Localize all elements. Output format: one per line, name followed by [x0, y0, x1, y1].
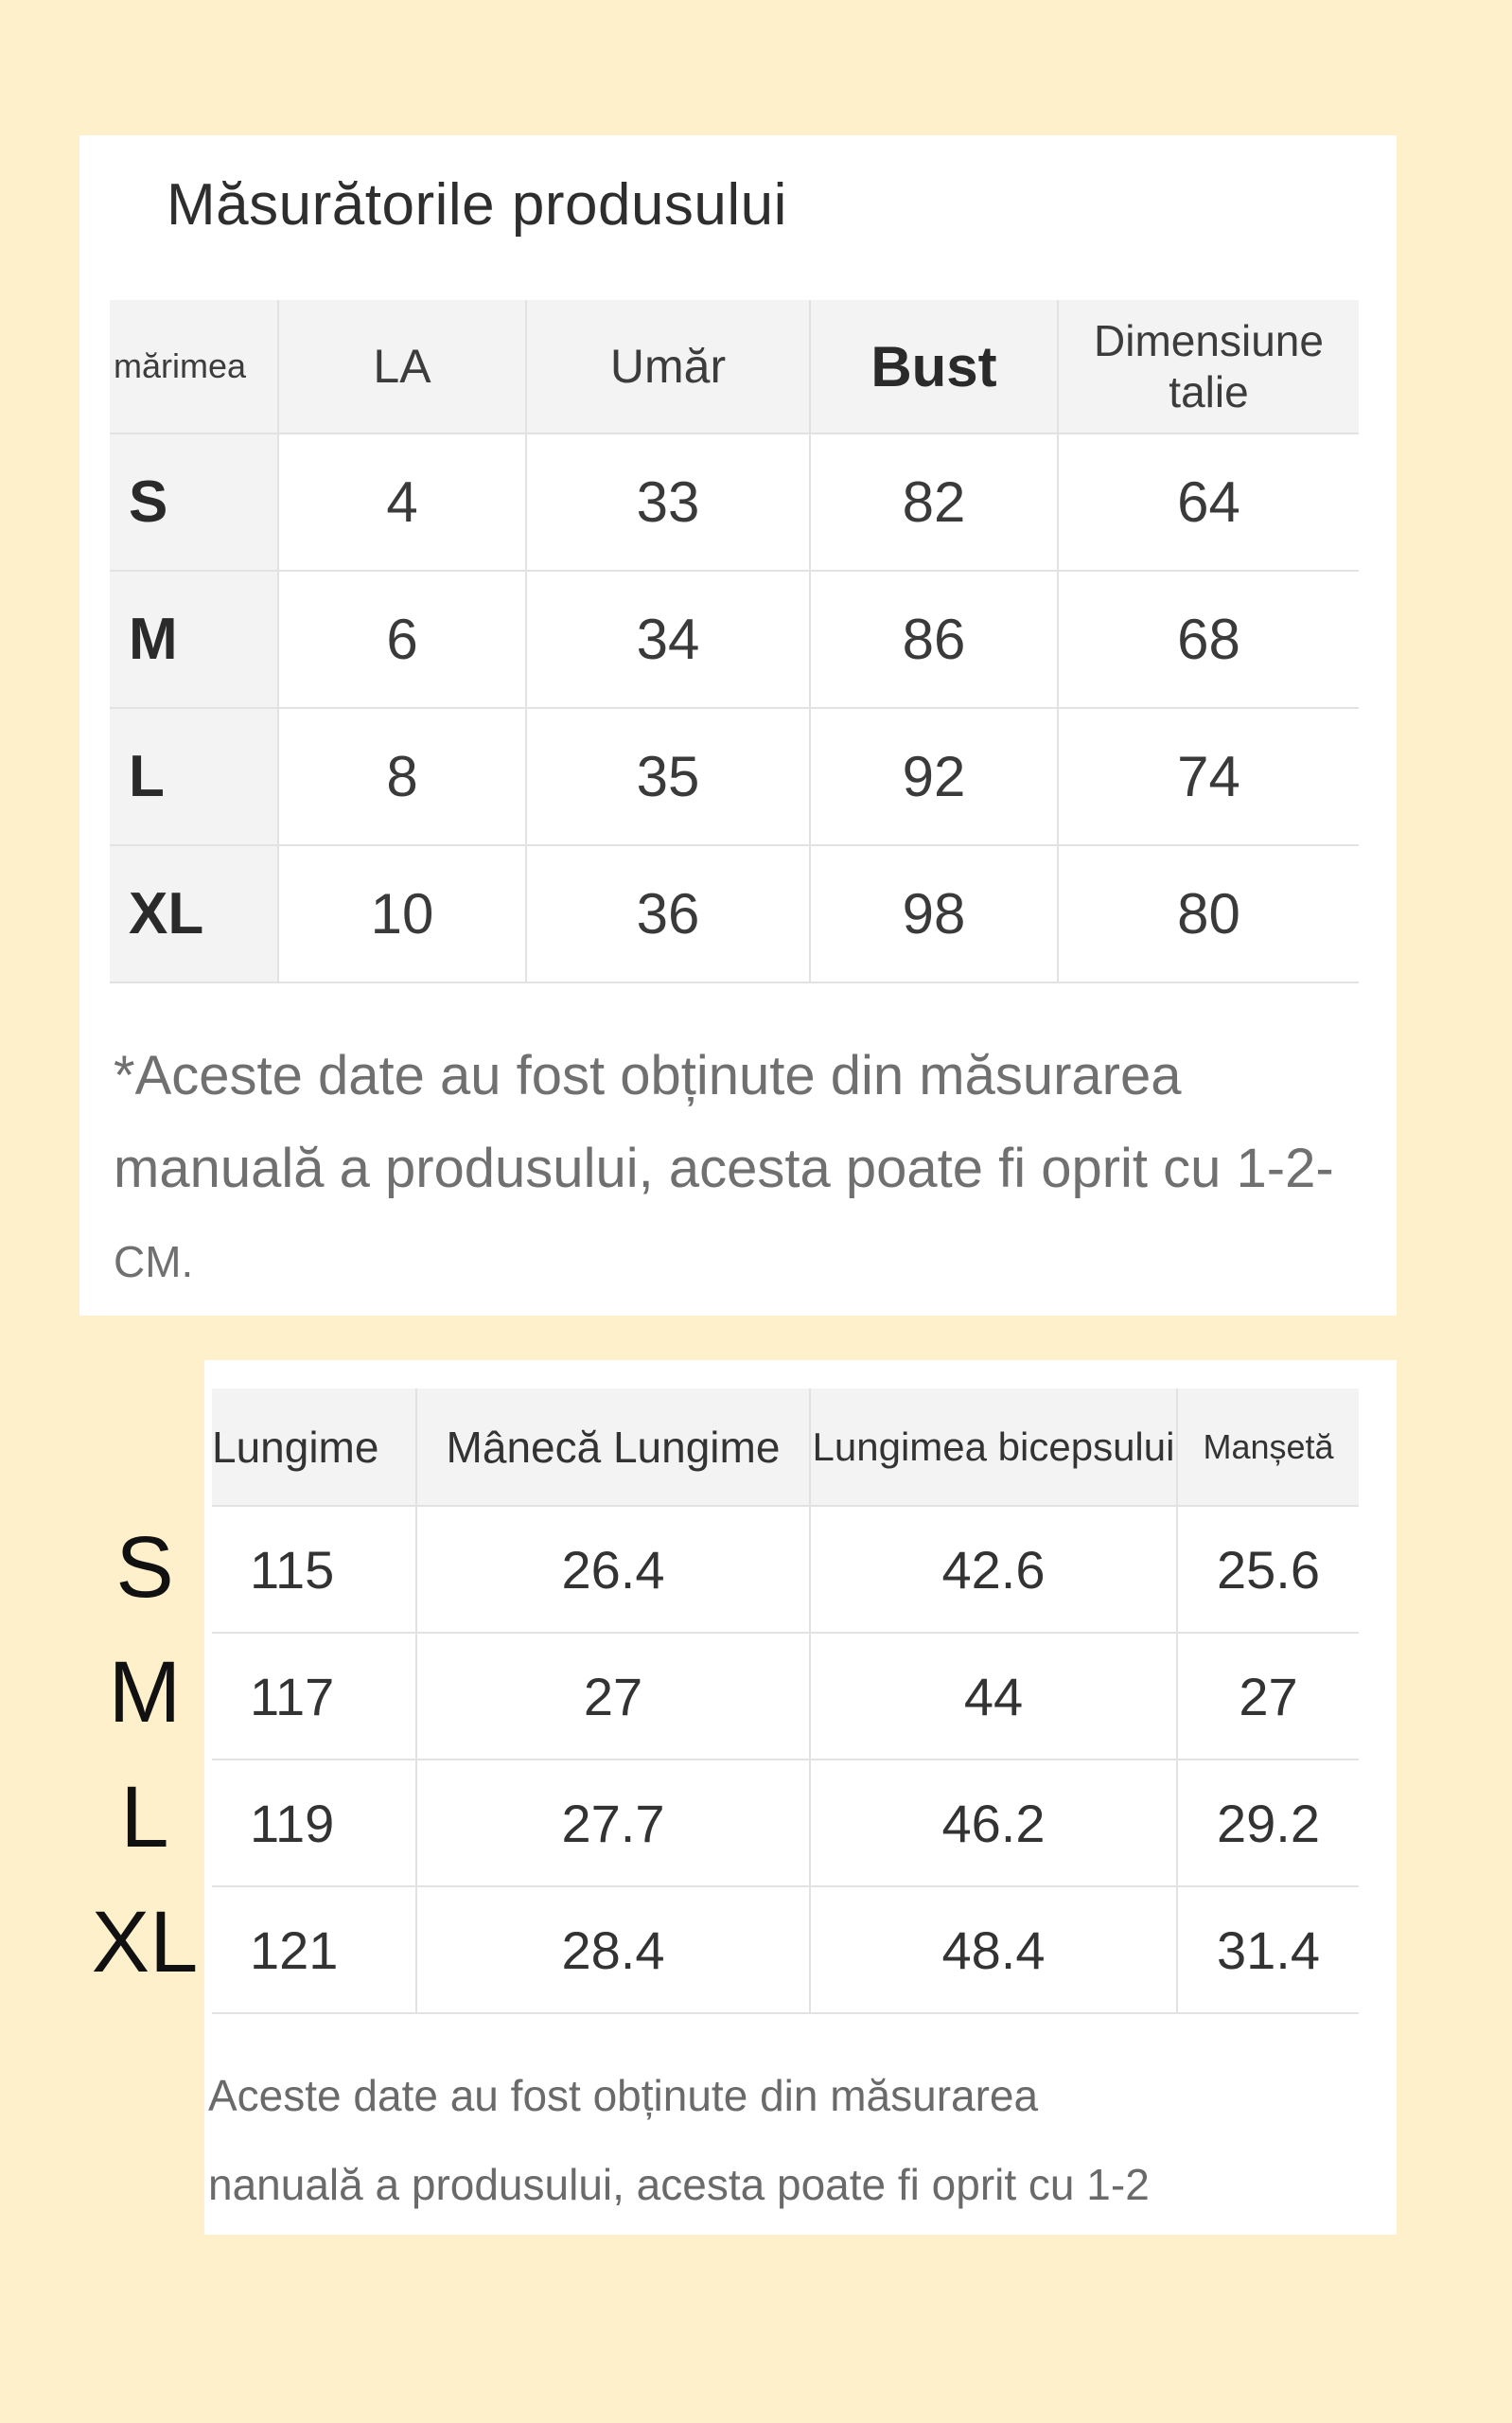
table-row	[212, 1886, 1359, 2013]
cell-value: 25.6	[1177, 1506, 1359, 1633]
page-title: Măsurătorile produsului	[167, 172, 787, 238]
note-line: Aceste date au fost obținute din măsurarea	[208, 2071, 1039, 2120]
header-size: mărimea	[110, 300, 278, 433]
cell-value: 31.4	[1177, 1886, 1359, 2013]
cell-value: 28.4	[416, 1886, 810, 2013]
header-cuff: Manșetă	[1177, 1388, 1359, 1506]
size-label: L	[120, 1769, 169, 1866]
cell-value: 36	[526, 845, 810, 982]
product-measurements-card	[79, 135, 1397, 1316]
cell-value: 115	[212, 1506, 416, 1633]
cell-value: 68	[1058, 571, 1359, 708]
size-table-1	[110, 300, 1359, 983]
size-table-2	[212, 1388, 1359, 2014]
cell-value: 10	[278, 845, 526, 982]
cell-value: 46.2	[810, 1760, 1177, 1886]
table-row	[212, 1506, 1359, 1633]
note-line: manuală a produsului, acesta poate fi oprit cu 1-2-	[114, 1138, 1334, 1199]
cell-value: 26.4	[416, 1506, 810, 1633]
size-label: M	[108, 1644, 182, 1741]
cell-value: 98	[810, 845, 1058, 982]
cell-value: 80	[1058, 845, 1359, 982]
table-row	[110, 571, 1359, 708]
table-header-row	[212, 1388, 1359, 1506]
table-row	[110, 708, 1359, 845]
cell-value: 44	[810, 1633, 1177, 1760]
table-header-row	[110, 300, 1359, 433]
header-la: LA	[278, 300, 526, 433]
size-label: S	[110, 433, 278, 571]
cell-value: 92	[810, 708, 1058, 845]
table-row	[212, 1633, 1359, 1760]
cell-value: 33	[526, 433, 810, 571]
size-label: M	[110, 571, 278, 708]
cell-value: 119	[212, 1760, 416, 1886]
note-line: *Aceste date au fost obținute din măsurarea	[114, 1045, 1182, 1106]
cell-value: 64	[1058, 433, 1359, 571]
cell-value: 48.4	[810, 1886, 1177, 2013]
header-waist: Dimensiune talie	[1058, 300, 1359, 433]
cell-value: 42.6	[810, 1506, 1177, 1633]
header-bust: Bust	[810, 300, 1058, 433]
note-line: CM.	[114, 1237, 194, 1286]
cell-value: 121	[212, 1886, 416, 2013]
cell-value: 74	[1058, 708, 1359, 845]
length-measurements-card	[204, 1360, 1397, 2235]
table-row	[212, 1760, 1359, 1886]
cell-value: 6	[278, 571, 526, 708]
header-length: Lungime	[212, 1388, 416, 1506]
cell-value: 27.7	[416, 1760, 810, 1886]
cell-value: 34	[526, 571, 810, 708]
size-label: XL	[110, 845, 278, 982]
cell-value: 4	[278, 433, 526, 571]
cell-value: 29.2	[1177, 1760, 1359, 1886]
cell-value: 117	[212, 1633, 416, 1760]
cell-value: 86	[810, 571, 1058, 708]
table-row	[110, 845, 1359, 982]
header-bicep-length: Lungimea bicepsului	[810, 1388, 1177, 1506]
size-label: L	[110, 708, 278, 845]
measurement-note	[208, 2051, 1381, 2229]
cell-value: 82	[810, 433, 1058, 571]
cell-value: 35	[526, 708, 810, 845]
header-sleeve-length: Mânecă Lungime	[416, 1388, 810, 1506]
size-label: S	[115, 1519, 174, 1616]
cell-value: 27	[416, 1633, 810, 1760]
cell-value: 8	[278, 708, 526, 845]
note-line: nanuală a produsului, acesta poate fi oprit cu 1-2	[208, 2160, 1150, 2209]
measurement-note	[114, 1030, 1344, 1308]
header-shoulder: Umăr	[526, 300, 810, 433]
size-labels-column	[83, 1505, 206, 2005]
size-label: XL	[91, 1894, 199, 1990]
table-row	[110, 433, 1359, 571]
cell-value: 27	[1177, 1633, 1359, 1760]
